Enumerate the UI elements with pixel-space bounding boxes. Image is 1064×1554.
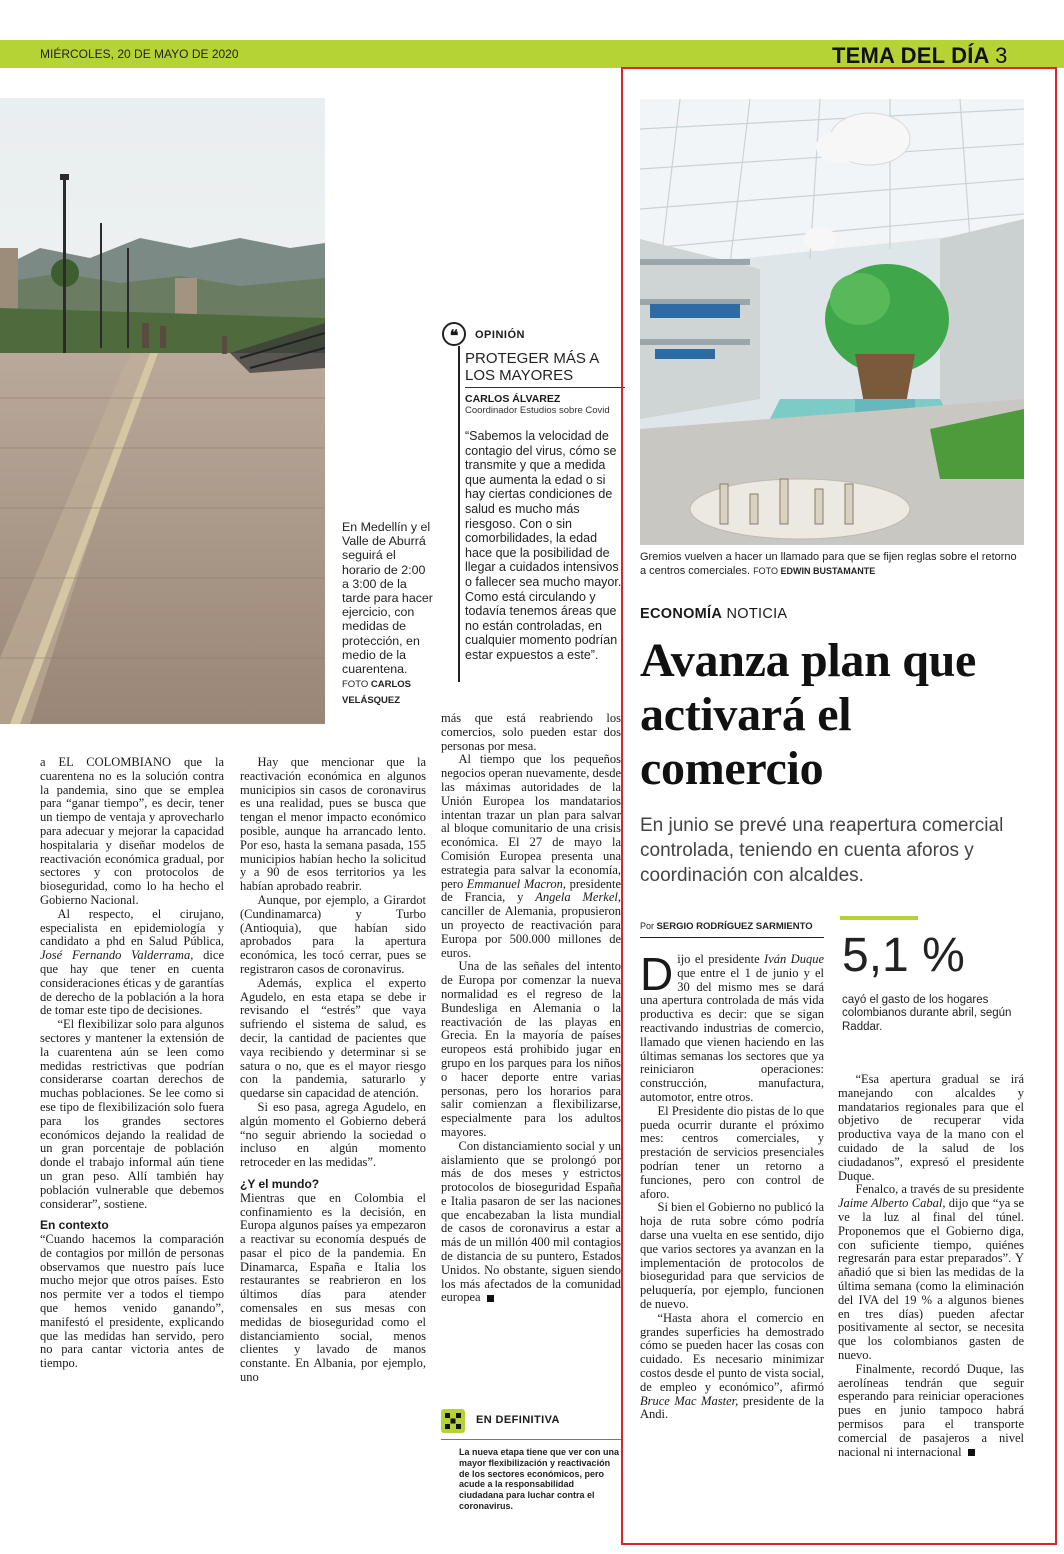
walkway-photo bbox=[0, 98, 325, 724]
person-name: Emmanuel Macron, bbox=[466, 876, 567, 891]
opinion-rule bbox=[458, 346, 460, 682]
mall-photo-caption bbox=[640, 551, 1024, 578]
paragraph: Si bien el Gobierno no publicó la hoja de ruta sobre cómo podría darse una vuelta en ese sentido, dijo que varios sectores ya avanzan en la implementación de protocolos de bioseguridad para que servicios de peluquería, por ejemplo, funcionen de nuevo. bbox=[640, 1200, 824, 1311]
opinion-divider bbox=[465, 387, 625, 388]
column-2 bbox=[240, 756, 426, 1385]
opinion-title: PROTEGER MÁS A LOS MAYORES bbox=[465, 350, 599, 384]
paragraph: Al tiempo que los pequeños negocios operan nuevamente, desde las máximas autoridades de la Unión Europea los mandatarios intentan trazar un plan para salvar al bloque comunitario de una crisis económica. El 27 de mayo la Comisión Europea presenta una estrategia para salvar la economía, pero Emmanuel Macron, presidente de Francia, y Angela Merkel, canciller de Alemania, propusieron un proyecto de reactivación para Europa por 500.000 millones de euros. bbox=[441, 752, 621, 960]
paragraph: “Hasta ahora el comercio en grandes superficies ha demostrado cómo se pueden hacer las cosas con cuidado. Es necesario minimizar costos desde el punto de vista social, de empleo y económico”, afirmó Bruce Mac Master, presidente de la Andi. bbox=[640, 1310, 825, 1422]
header-section bbox=[832, 43, 1008, 69]
caption-text: En Medellín y el Valle de Aburrá seguirá el horario de 2:00 a 3:00 de la tarde para hacer ejercicio, con medidas de protección, en medio de la cuarentena. bbox=[342, 520, 433, 677]
paragraph: Hay que mencionar que la reactivación económica en algunos municipios sin casos de coronavirus es una realidad, pues se busca que tengan el menor impacto económico posible, aunque ha arrancado lento. Por eso, hasta la semana pasada, 155 municipios habían hecho la solicitud y a 90 de esos territorios ya les habían aprobado reabrir. bbox=[240, 755, 426, 894]
opinion-author: CARLOS ÁLVAREZ bbox=[465, 393, 561, 405]
paragraph: Al respecto, el cirujano, especialista en epidemiología y candidato a phd en Salud Pública, José Fernando Valderrama, dice que hay que tener en cuenta consideraciones éticas y de garantías de derecho de la población a la hora de tomar este tipo de decisiones. bbox=[40, 906, 224, 1018]
en-definitiva-label: EN DEFINITIVA bbox=[476, 1414, 560, 1426]
opinion-label: OPINIÓN bbox=[475, 329, 525, 341]
end-mark bbox=[487, 1295, 494, 1302]
stat-accent-rule bbox=[840, 916, 918, 920]
person-name: Jaime Alberto Cabal, bbox=[838, 1196, 946, 1211]
dice-icon bbox=[441, 1409, 465, 1433]
article-kicker bbox=[640, 606, 787, 622]
byline-name: SERGIO RODRÍGUEZ SARMIENTO bbox=[656, 921, 813, 932]
paragraph: a EL COLOMBIANO que la cuarentena no es la solución contra la pandemia, sino que se emplea para “ganar tiempo”, es decir, tener un tiempo de ventaja y aprovecharlo para adecuar y mejorar la capacidad hospitalaria y diseñar modelos de reactivación económica gradual, por sectores y con protocolos de bioseguridad, como lo ha hecho el Gobierno Nacional. bbox=[40, 755, 224, 907]
paragraph: Además, explica el experto Agudelo, en esta etapa se debe ir revisando el “estrés” que vaya sufriendo el sistema de salud, es decir, la cantidad de pacientes que vaya recibiendo y determinar si se satura o no, que es el mayor riesgo con la pandemia, saturarlo y quedarse sin capacidad de atención. bbox=[240, 975, 426, 1101]
paragraph: Si eso pasa, agrega Agudelo, en algún momento el Gobierno deberá “no seguir abriendo la sociedad o incluso en algún momento retroceder en las medidas”. bbox=[240, 1099, 426, 1170]
paragraph: Una de las señales del intento de Europa por comenzar la nueva normalidad es el regreso de la Bundesliga en Alemania o la reactivación de las playas en Grecia. En la mayoría de países europeos está prohibido jugar en grupo en los parques para los niños o hacer deporte entre varias personas, pero los horarios para salir comienzan a flexibilizarse, especialmente para los adultos mayores. bbox=[441, 959, 621, 1139]
paragraph: Finalmente, recordó Duque, las aerolíneas tendrán que seguir esperando para reiniciar operaciones pues en junio tampoco habrá permisos para el transporte comercial de pasajeros a nivel nacional ni internacional bbox=[838, 1361, 1024, 1459]
paragraph: “Cuando hacemos la comparación de contagios por millón de personas observamos que nuestro país luce mucho mejor que otros países. Esto nos permite ver a todos el tiempo que hemos venido ganando”, manifestó el presidente, explicando que las medidas han servido, pero no para cantar victoria antes de tiempo. bbox=[40, 1232, 224, 1371]
opinion-role: Coordinador Estudios sobre Covid bbox=[465, 405, 610, 416]
article-column-2 bbox=[838, 1073, 1024, 1459]
en-definitiva-divider bbox=[441, 1439, 621, 1440]
opinion-quote: “Sabemos la velocidad de contagio del virus, cómo se transmite y que a medida que aumenta la edad o si hay ciertas condiciones de salud es mucho más riesgoso. Con o sin comorbilidades, la edad hace que la posibilidad de llegar a cuidados intensivos o fallecer sea mucho mayor. Como está circulando y todavía tenemos áreas que no están controladas, en cualquier momento podrían estar expuestos a este”. bbox=[465, 429, 622, 662]
stat-value: 5,1 % bbox=[842, 929, 965, 982]
header-date: MIÉRCOLES, 20 DE MAYO DE 2020 bbox=[40, 47, 239, 61]
paragraph: Dijo el presidente Iván Duque que entre el 1 de junio y el 30 del mismo mes se dará una apertura controlada de más vida productiva es decir: que se sigan reactivando industrias de comercio, llamado que vienen haciendo en las últimas semanas los sectores que ya reiniciaron operaciones: construcción, manufactura, automotor, entre otros. bbox=[640, 948, 824, 1104]
person-name: Bruce Mac Master, bbox=[640, 1393, 739, 1408]
photo-credit bbox=[342, 679, 411, 706]
drop-cap: D bbox=[640, 948, 674, 1000]
photo-caption bbox=[342, 520, 434, 709]
section-title: TEMA DEL DÍA bbox=[832, 43, 989, 68]
credit-label: FOTO bbox=[753, 565, 778, 576]
article-byline bbox=[640, 921, 813, 932]
person-name: Iván Duque bbox=[764, 952, 824, 966]
paragraph: Fenalco, a través de su presidente Jaime Alberto Cabal, dijo que “ya se ve la luz al final del túnel. Proponemos que el Gobierno diga, con suficiente tiempo, quiénes regresarán para estar preparados”. Y añadió que si bien las medidas de la última semana (como la eliminación del IVA del 19 % a algunos bienes en tres días) pueden afectar positivamente al sector, se necesita que los colombianos gasten de nuevo. bbox=[838, 1182, 1024, 1362]
paragraph: “Esa apertura gradual se irá manejando con alcaldes y mandatarios regionales para que el objetivo de recuperar vida productiva vaya de la mano con el cuidado de la salud de los ciudadanos”, expresó el presidente Duque. bbox=[838, 1072, 1024, 1183]
kicker-section: ECONOMÍA bbox=[640, 606, 723, 622]
article-subhead: En junio se prevé una reapertura comercial controlada, teniendo en cuenta aforos y coordinación con alcaldes. bbox=[640, 815, 1004, 886]
photo-credit bbox=[753, 566, 875, 576]
paragraph: Aunque, por ejemplo, a Girardot (Cundinamarca) y Turbo (Antioquia), que habían sido aprobados para la apertura económica, les tocó cerrar, pues se registraron casos de coronavirus. bbox=[240, 892, 426, 976]
quote-icon: ❝ bbox=[442, 322, 466, 346]
caption-text: Gremios vuelven a hacer un llamado para que se fijen reglas sobre el retorno a centros comerciales. bbox=[640, 551, 1017, 577]
paragraph: más que está reabriendo los comercios, solo pueden estar dos personas por mesa. bbox=[441, 712, 621, 753]
paragraph: Mientras que en Colombia el confinamiento es la decisión, en Europa algunos países ya empezaron a reactivar su economía después de pasar el pico de la pandemia. En Dinamarca, España e Italia los restaurantes se reabrieron en los últimos días para atender comensales en sus mesas con medidas de bioseguridad como el distanciamiento social, menos clientes y lavado de manos constante. En Albania, por ejemplo, uno bbox=[240, 1190, 426, 1385]
subheading: ¿Y el mundo? bbox=[240, 1176, 320, 1191]
column-1 bbox=[40, 756, 224, 1371]
en-definitiva-text: La nueva etapa tiene que ver con una mayor flexibilización y reactivación de los sectores económicos, pero acude a la responsabilidad ciudadana para luchar contra el coronavirus. bbox=[459, 1447, 620, 1511]
credit-name: EDWIN BUSTAMANTE bbox=[780, 565, 876, 576]
article-headline: Avanza plan que activará el comercio bbox=[640, 634, 977, 795]
paragraph: “El flexibilizar solo para algunos sectores y mantener la extensión de la cuarentena aún se leen como medidas restrictivas que podrían considerarse coartan derechos de muchas poblaciones. Se lee como si ese tipo de flexibilización solo fuera para los grandes sectores económicos dejando la realidad de un gran porcentaje de población donde el trabajo informal aún tiene un gran peso. Allí también hay población vulnerable que debemos considerar”, sostiene. bbox=[40, 1017, 224, 1211]
subheading: En contexto bbox=[40, 1218, 109, 1233]
page-number: 3 bbox=[995, 43, 1008, 68]
paragraph: El Presidente dio pistas de lo que pueda ocurrir durante el próximo mes: centros comerciales, y prestación de servicios presenciales podrían tener un retorno a funciones, pero con control de aforo. bbox=[640, 1103, 824, 1201]
credit-label: FOTO bbox=[342, 679, 369, 691]
article-column-1 bbox=[640, 948, 825, 1422]
column-3 bbox=[441, 712, 621, 1392]
end-mark bbox=[968, 1449, 975, 1456]
stat-description: cayó el gasto de los hogares colombianos durante abril, según Raddar. bbox=[842, 994, 1012, 1033]
person-name: José Fernando Valderrama, bbox=[40, 948, 194, 963]
byline-prefix: Por bbox=[640, 921, 655, 931]
kicker-type: NOTICIA bbox=[726, 606, 788, 622]
person-name: Angela Merkel, bbox=[535, 890, 621, 905]
byline-divider bbox=[640, 937, 824, 938]
mall-photo bbox=[640, 99, 1024, 545]
credit-name: CARLOS VELÁSQUEZ bbox=[342, 679, 411, 707]
paragraph: Con distanciamiento social y un aislamiento que se prolongó por más de dos meses y estrictos protocolos de bioseguridad España e Italia pasaron de ser las naciones que encabezaban la lista mundial de casos de coronavirus a estar a más de un millón 400 mil contagios de distancia de su puntero, Estados Unidos. No obstante, siguen siendo los más afectados de la comunidad europea bbox=[441, 1138, 621, 1305]
